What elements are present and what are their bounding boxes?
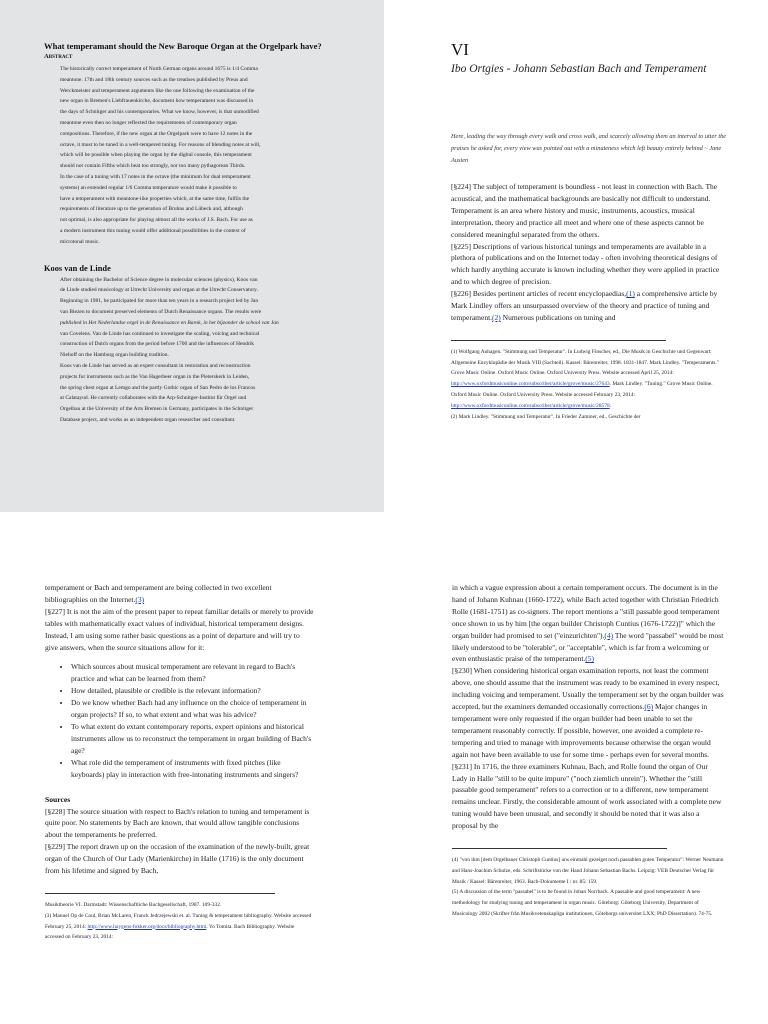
footnote-link[interactable]: http://www.oxfordmusiconline.com/subscriber/article/grove/music/28578 <box>451 402 610 409</box>
epigraph: Here, leading the way through every walk and cross walk, and scarcely allowing them an interval to utter the praises he asked for, every view was pointed out with a minuteness which left beauty entirely behind ~ Jane Austen <box>451 133 727 164</box>
bio-line: Database project, and works as an independent organ researcher and consultant. <box>60 416 236 423</box>
footnote-text: (1) Wolfgang Auhagen. "Stimmung und Temperatur". In Ludwig Finscher, ed., Die Musik in Geschichte und Gegenwart: Allgemeine Enzyklopädie der Musik VIII (Sachteil). Kassel: Bärenreiter, 1998. 1831-1847. Mark Lindley. "Temperaments." Grove Music Online. Oxford Music Online. Oxford University Press. Website accessed April 25, 2014: <box>451 348 720 377</box>
footnote-divider <box>451 340 666 341</box>
footnote-text: . Mark Lindley. "Tuning." Grove Music Online. Oxford Music Online. Oxford University Press. Website accessed February 23, 2014: <box>451 381 713 399</box>
question-list <box>45 661 314 780</box>
abstract-line: a modern instrument this tuning would offer additional possibilities in the context of <box>60 227 246 234</box>
abstract-line: requirements of literature up to the generation of Bruhns and Lübeck and, although <box>60 206 243 213</box>
abstract-line: the days of Schnitger and his contemporaries. What we know, however, is that unmodified <box>60 109 259 116</box>
list-item: • How detailed, plausible or credible is the relevant information? <box>71 685 314 697</box>
footnote-text: (3) Manuel Op de Coul, Brian McLaren, Franck Jedrzejewski et. al. Tuning & temperament bibliography. Website accessed February 25, 2014: <box>45 912 312 930</box>
footnote-link[interactable]: http://www.huygens-fokker.org/docs/bibliography.html <box>87 923 207 930</box>
bio-line: Orgelbau at the University of the Arts Bremen in Germany, participates in the Schnitger <box>60 406 254 413</box>
bio-line: construction of Dutch organs from the period before 1700 and the influences of Hendrik <box>60 341 255 348</box>
bio-line: projects for instruments such as the Van Hagerbeer organ in the Pieterskerk in Leiden, <box>60 373 250 380</box>
paragraph-226 <box>451 288 728 324</box>
chapter-number: VI <box>451 40 469 59</box>
bio-line: the spring chest organ at Lemgo and the partly Gothic organ of San Pedro de los Francos <box>60 384 256 391</box>
bio-line: van Covelens. Van de Linde has continued to investigate the scaling, voicing and technical <box>60 330 260 337</box>
page-chapter-opening <box>384 0 768 512</box>
abstract-line: compositions. Therefore, if the new organ at the Orgelpark were to have 12 notes in the <box>60 130 253 137</box>
footnote-ref-6[interactable]: (6) <box>644 702 654 712</box>
paragraph-225: [§225] Descriptions of various historical tunings and temperaments are available in a plethora of publications and on the Internet today - often involving theoretical designs of which hardly anything accurate is known including whether they were applied in practice and to which degree of precision. <box>451 241 720 287</box>
abstract-label: Abstract <box>44 53 73 60</box>
paragraph-continued <box>45 582 314 606</box>
paragraph-230 <box>452 665 724 760</box>
abstract-line: octave, it must to be tuned in a well-tempered tuning. For reasons of blending notes at will, <box>60 141 261 148</box>
abstract-line: systems) an extended regular 1/6 Comma temperature would make it possible to <box>60 184 237 191</box>
abstract-line: meantone. 17th and 18th century sources such as the treatises published by Preus and <box>60 76 248 83</box>
footnote-ref-5[interactable]: (5) <box>585 654 595 664</box>
paragraph-text: temperament or Bach and temperament are being collected in two excellent bibliographies on the Internet. <box>45 583 272 604</box>
footnote-text: . <box>609 402 612 409</box>
paragraph-text: Numerous publications on tuning and <box>500 312 616 322</box>
abstract-line: meantone even then no longer reflected the requirements of contemporary organ <box>60 119 237 126</box>
bio-line: Koos van de Linde has served as an expert consultant in restoration and reconstruction <box>60 362 251 369</box>
footnote-4: (4) "von ihm [dem Orgelbauer Christoph Cuntius] uns einmahl gezeiget noch passablen guten Temperatur": Werner Neumann and Hans-Joachim Schulze, eds. Schriftstücke von der Hand Johann Sebastian Bachs. Leipzig: VEB Deutscher Verlag für Musik / Kassel: Bärenreiter, 1963. Bach-Dokumente I / nr. 85: 159. <box>452 857 724 885</box>
footnote-ref-4[interactable]: (4) <box>604 630 614 640</box>
abstract-line: The historically correct temperament of North German organs around 1675 is 1/4 Comma <box>60 66 258 72</box>
footnote-text: . Yo Tomita. Bach Bibliography. Website accessed on February 23, 2014: <box>45 923 295 941</box>
page-body-left <box>0 512 384 1024</box>
bio-line: Niehoff on the Hamburg organ building tradition. <box>60 352 169 359</box>
footnote-ref-2[interactable]: (2) <box>492 312 501 322</box>
list-item: • To what extent do extant contemporary reports, expert opinions and historical instruments allow us to reconstruct the temperament in organ building of Bach's age? <box>71 721 314 757</box>
paragraph-text: Major changes in temperament were only requested if the organ builder had been unable to set the temperament reasonably correctly. If possible, however, one avoided a complete re-tempering and tried to manage with improvements because otherwise the organ would again not have been available to use for some time - perhaps even for several months. <box>452 702 711 759</box>
paragraph-text: [§230] When considering historical organ examination reports, not least the comment above, one should assume that the instrument was ready to be examined in every respect, including voicing and temperament. Usually the temperament set by the organ builder was accepted, but the examiners demanded occasionally corrections. <box>452 666 724 712</box>
abstract-body <box>44 64 346 248</box>
footnote-divider <box>452 848 667 849</box>
paragraph-text: in which a vague expression about a certain temperament occurs. The document is in the hand of Johann Kuhnau (1660-1722), while Bach acted together with Christian Friedrich Rolle (1681-1751) as co-signers. The report mentions a "still passable good temperament once shown to us by him [the organ builder Christoph Cuntius (1676-1722)]" which the organ builder had promised to set ("einzurichten"). <box>452 583 720 640</box>
abstract-line: not optimal, is also appropriate for playing almost all the works of J.S. Bach. For use as <box>60 217 253 224</box>
paragraph-231: [§231] In 1716, the three examiners Kuhnau, Bach, and Rolle found the organ of Our Lady in Halle "still to be quite impure" ("noch ziemlich unrein"). Whether the "still passable good temperament" refers to a correction or to a different, new temperament remains unclear. Firstly, the considerable amount of work associated with a complete new tuning would have been unusual, and secondly it should be noted that it was also a proposal by the <box>452 761 722 831</box>
abstract-line: which will be possible when playing the organ by the digital console, this temperament <box>60 152 252 159</box>
bio-line: Beginning in 1981, he participated for more than ten years in a research project led by Jan <box>60 298 259 305</box>
paragraph-227: [§227] It is not the aim of the present paper to repeat familiar details or merely to provide tables with mathematically exact values of individual, historical temperament designs. Instead, I am using some rather basic questions as a point of departure and will try to give answers, when the source situations allow for it: <box>45 606 314 652</box>
footnote-ref-3[interactable]: (3) <box>135 594 145 604</box>
chapter-title: Ibo Ortgies - Johann Sebastian Bach and Temperament <box>451 63 707 75</box>
footnote-3 <box>45 911 314 943</box>
footnote-2: (2) Mark Lindley. "Stimmung und Temperatur". In Frieder Zaminer, ed., Geschichte der <box>451 413 641 420</box>
sources-heading: Sources <box>45 794 71 804</box>
list-item: • Which sources about musical temperament are relevant in regard to Bach's practice and what can be learned from them? <box>71 661 314 685</box>
footnote-2-continued: Musiktheorie VI. Darmstadt: Wissenschaftliche Buchgesellschaft, 1987. 109-332. <box>45 901 222 908</box>
footnote-5: (5) A discussion of the term "passabel" is to be found in Johan Norrback. A passable and good temperament: A new methodology for studying tuning and temperament in organ music. Göteborg: Göteborg University, Department of Musicology 2002 (Skrifter från Musikvetenskapliga institutionen, Göteborgs universitet LXX; PhD Dissertation). 74-75. <box>452 889 713 918</box>
list-item: • Do we know whether Bach had any influence on the choice of temperament in organ projects? If so, to what extent and what was his advice? <box>71 697 314 721</box>
abstract-line: should not contain Fifths which beat too strongly, nor too many pythagorean Thirds. <box>60 163 246 170</box>
paragraph-229: [§229] The report drawn up on the occasion of the examination of the newly-built, great organ of the Church of Our Lady (Marienkirche) in Halle (1716) is the only document from his lifetime and signed by Bach, <box>45 842 310 876</box>
bio-line: de Linde studied musicology at Utrecht University and organ at the Utrecht Conservatory. <box>60 287 258 294</box>
list-item: • What role did the temperament of instruments with fixed pitches (like keyboards) play in interaction with free-intonating instruments and singers? <box>71 757 314 781</box>
footnote-link[interactable]: http://www.oxfordmusiconline.com/subscriber/article/grove/music/27643 <box>451 381 610 388</box>
footnote-1 <box>451 347 728 412</box>
abstract-line: new organ in Bremen's Liebfrauenkirche, document how temperament was discussed in <box>60 98 254 105</box>
paragraph-text: [§226] Besides pertinent articles of recent encyclopaedias, <box>451 289 627 299</box>
bio-line: After obtaining the Bachelor of Science degree in molecular sciences (physics), Koos van <box>60 276 258 283</box>
abstract-line: microtonal music. <box>60 238 100 245</box>
author-bio <box>44 275 346 426</box>
page-abstract <box>0 0 384 512</box>
bio-line: published in Het Nederlandse orgel in de Renaissance en Barok, in het bijzonder de school van Jan <box>60 319 279 326</box>
paragraph-228: [§228] The source situation with respect to Bach's relation to tuning and temperament is quite poor. No statements by Bach are known, that would allow tangible conclusions about the temperaments he preferred. <box>45 806 310 840</box>
bio-line: van Biezen to document preserved elements of Dutch Renaissance organs. The results were <box>60 308 262 315</box>
bio-line: at Calatayud. He currently collaborates with the Arp-Schnitger-Institut für Orgel und <box>60 395 247 402</box>
abstract-line: In the case of a tuning with 17 notes in the octave (the minimum for dual temperament <box>60 173 251 180</box>
paragraph-224: [§224] The subject of temperament is boundless - not least in connection with Bach. The acoustical, and the mathematical backgrounds are basically not difficult to understand. Temperament is an area where history and music, instruments, acoustics, musical interpretation, theory and practice all meet and where one of these aspects cannot be considered meaningful separated from the others. <box>451 182 718 239</box>
paragraph-text: The word "passabel" would be most likely understood to be "tolerable", or "acceptable", which is far from a welcoming or even enthusiastic praise of the temperament. <box>452 630 724 664</box>
abstract-line: have a temperament with meantone-like properties which, at the same time, fulfils the <box>60 195 250 202</box>
paragraph-text: a comprehensive article by Mark Lindley offers an unsurpassed overview of the theory and practice of tuning and temperament. <box>451 289 718 322</box>
article-heading: What temperamant should the New Baroque Organ at the Orgelpark have? <box>44 41 322 51</box>
author-heading: Koos van de Linde <box>44 263 111 273</box>
page-body-right <box>384 512 768 1024</box>
footnote-divider <box>45 893 275 894</box>
abstract-line: Werckmeister and temperament arguments like the one following the examination of the <box>60 87 255 94</box>
footnote-ref-1[interactable]: (1) <box>626 289 635 299</box>
paragraph-229-continued <box>452 582 724 665</box>
